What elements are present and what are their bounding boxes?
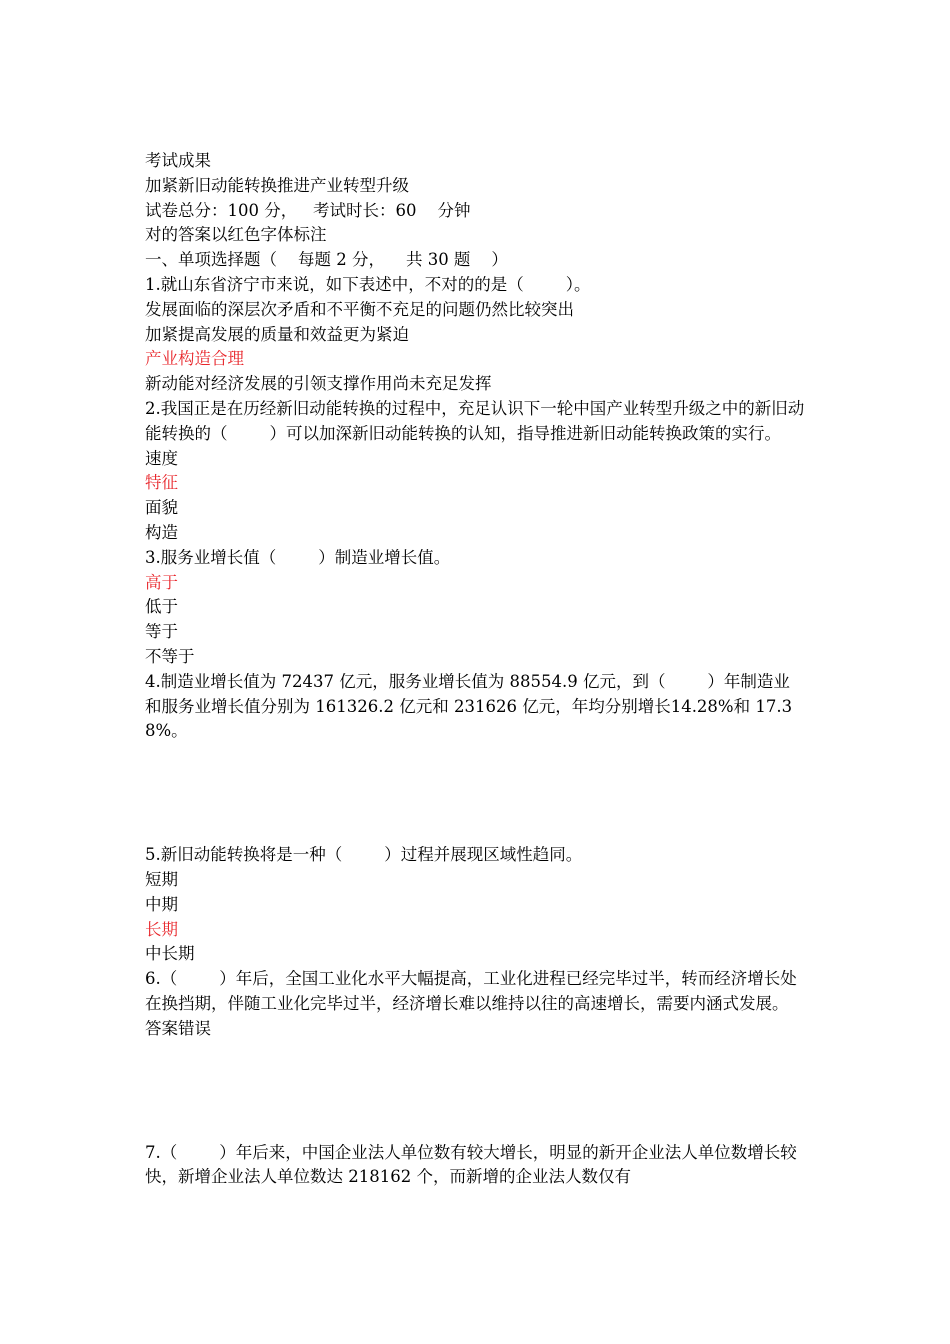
blank-space [145,744,805,843]
exam-document [145,149,810,1190]
question-5-stem: 5.新旧动能转换将是一种（ ）过程并展现区域性趋同。 [145,845,583,865]
question-5-correct-option: 长期 [145,919,178,939]
question-2-option: 构造 [145,522,178,542]
question-1-option: 新动能对经济发展的引领支撑作用尚未充足发挥 [145,374,492,394]
course-title: 加紧新旧动能转换推进产业转型升级 [145,175,409,195]
question-2-correct-option: 特征 [145,473,178,493]
question-5-option: 中期 [145,894,178,914]
question-1-option: 发展面临的深层次矛盾和不平衡不充足的问题仍然比较突出 [145,299,574,319]
question-2-option: 面貌 [145,498,178,518]
question-7-stem: 7.（ ）年后来，中国企业法人单位数有较大增长，明显的新开企业法人单位数增长较快，新增企业法人单位数达 218162 个，而新增的企业法人数仅有 [145,1142,797,1187]
question-1-correct-option: 产业构造合理 [145,349,244,369]
question-1-stem: 1.就山东省济宁市来说，如下表述中，不对的的是（ ）。 [145,274,591,294]
question-3-option: 低于 [145,597,178,617]
question-1-option: 加紧提高发展的质量和效益更为紧迫 [145,324,409,344]
question-2-stem: 2.我国正是在历经新旧动能转换的过程中，充足认识下一轮中国产业转型升级之中的新旧动能转换的（ ）可以加深新旧动能转换的认知，指导推进新旧动能转换政策的实行。 [145,398,805,443]
question-3-option: 等于 [145,622,178,642]
question-2-option: 速度 [145,448,178,468]
question-6-stem: 6.（ ）年后，全国工业化水平大幅提高，工业化进程已经完毕过半，转而经济增长处在换挡期，伴随工业化完毕过半，经济增长难以维持以往的高速增长，需要内涵式发展。 答案错误 [145,969,810,1038]
question-3-option: 不等于 [145,646,195,666]
question-3-correct-option: 高于 [145,572,178,592]
answer-note: 对的答案以红色字体标注 [145,225,327,245]
question-5-option: 中长期 [145,944,195,964]
exam-results-heading: 考试成果 [145,151,211,170]
question-4-stem: 4.制造业增长值为 72437 亿元，服务业增长值为 88554.9 亿元，到（ ）年制造业和服务业增长值分别为 161326.2 亿元和 231626 亿元，年均分别增长14.28%和 17.38%。 [145,671,793,741]
blank-space [145,1042,805,1141]
section-heading: 一、单项选择题（ 每题 2 分， 共 30 题 ） [145,250,508,270]
question-5-option: 短期 [145,869,178,889]
exam-meta: 试卷总分：100 分， 考试时长：60 分钟 [145,200,471,220]
question-3-stem: 3.服务业增长值（ ）制造业增长值。 [145,547,451,567]
